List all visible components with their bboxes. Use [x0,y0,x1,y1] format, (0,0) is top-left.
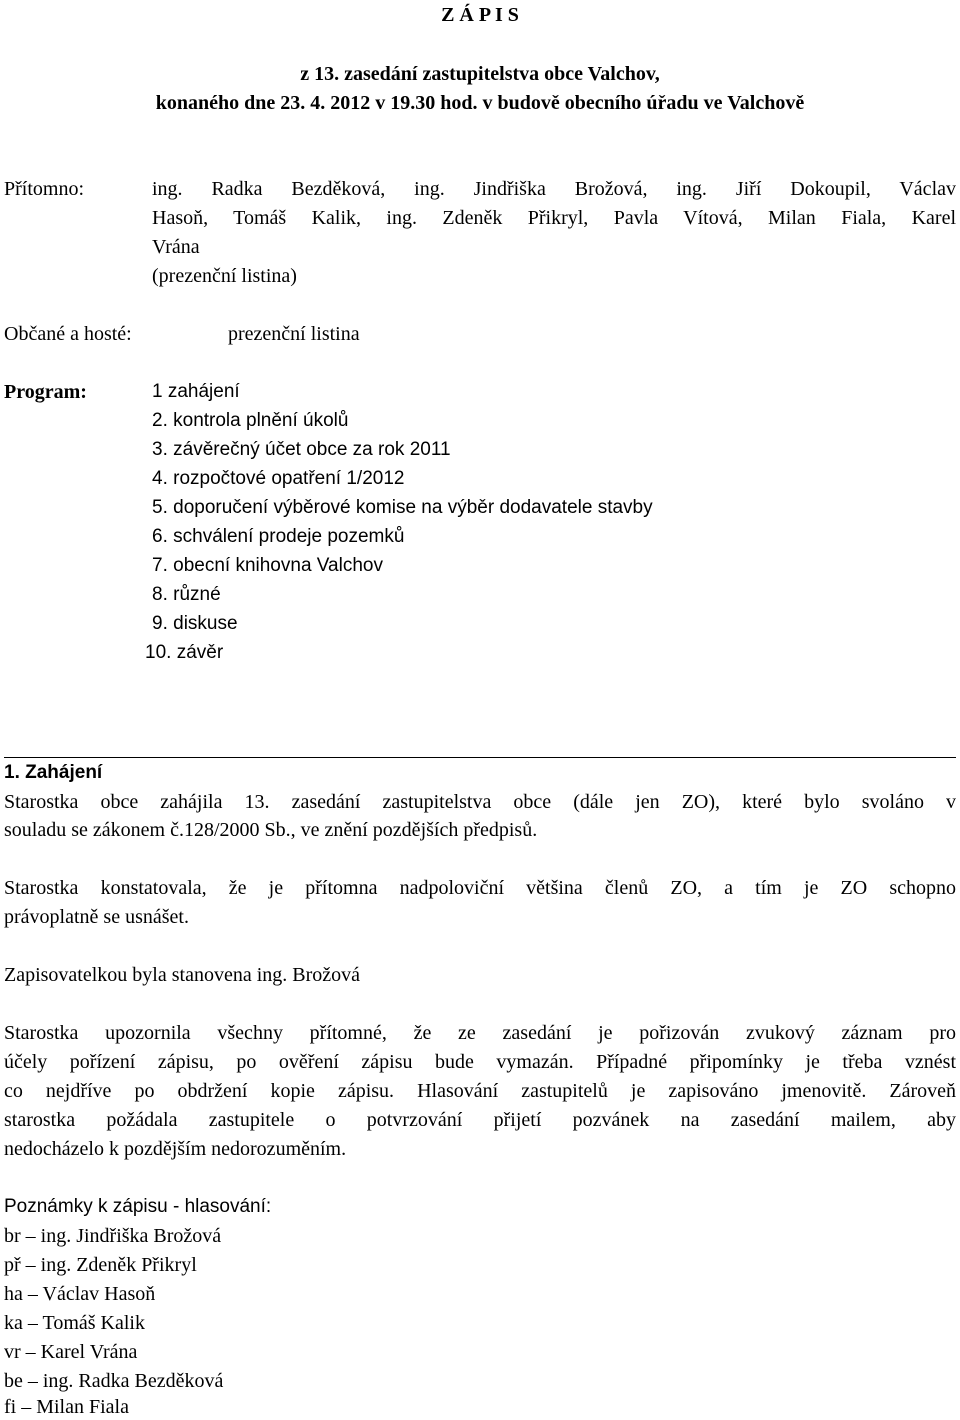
present-line: Vrána [152,236,200,258]
program-item: 1 zahájení [152,381,240,402]
section-1-heading: 1. Zahájení [4,762,103,783]
program-item: 4. rozpočtové opatření 1/2012 [152,468,405,489]
guests-label: Občané a hosté: [4,323,132,345]
voting-note-entry: fi – Milan Fiala [4,1396,129,1418]
present-line: Hasoň, Tomáš Kalik, ing. Zdeněk Přikryl, Pavla Vítová, Milan Fiala, Karel [152,207,956,229]
program-item: 3. závěrečný účet obce za rok 2011 [152,439,451,460]
program-item: 9. diskuse [152,613,238,634]
paragraph-line: Starostka konstatovala, že je přítomna nadpoloviční většina členů ZO, a tím je ZO schopno [4,877,956,899]
document-subtitle-line-1: z 13. zasedání zastupitelstva obce Valchov, [300,63,660,85]
present-line: (prezenční listina) [152,265,297,287]
program-item: 5. doporučení výběrové komise na výběr dodavatele stavby [152,497,653,518]
section-divider [4,757,956,758]
paragraph-line: účely pořízení zápisu, po ověření zápisu bude vymazán. Případné připomínky je třeba vznést [4,1051,956,1073]
program-item: 2. kontrola plnění úkolů [152,410,349,431]
paragraph-line: právoplatně se usnášet. [4,906,189,928]
paragraph-line: starostka požádala zastupitele o potvrzování přijetí pozvánek na zasedání mailem, aby [4,1109,956,1131]
paragraph-line: souladu se zákonem č.128/2000 Sb., ve znění pozdějších předpisů. [4,819,538,841]
program-item: 8. různé [152,584,221,605]
voting-note-entry: be – ing. Radka Bezděková [4,1370,224,1392]
voting-note-entry: ha – Václav Hasoň [4,1283,156,1305]
paragraph-line: Zapisovatelkou byla stanovena ing. Brožová [4,964,361,986]
voting-note-entry: př – ing. Zdeněk Přikryl [4,1254,197,1276]
present-label: Přítomno: [4,178,85,200]
paragraph-line: co nejdříve po obdržení kopie zápisu. Hlasování zastupitelů je zapisováno jmenovitě. Zároveň [4,1080,956,1102]
voting-note-entry: br – ing. Jindřiška Brožová [4,1225,222,1247]
voting-note-entry: vr – Karel Vrána [4,1341,138,1363]
document-title: Z Á P I S [441,4,519,26]
present-line: ing. Radka Bezděková, ing. Jindřiška Brožová, ing. Jiří Dokoupil, Václav [152,178,956,200]
paragraph-line: nedocházelo k pozdějším nedorozuměním. [4,1138,347,1160]
guests-value: prezenční listina [228,323,360,345]
program-item: 6. schválení prodeje pozemků [152,526,405,547]
voting-note-entry: ka – Tomáš Kalik [4,1312,145,1334]
document-subtitle-line-2: konaného dne 23. 4. 2012 v 19.30 hod. v budově obecního úřadu ve Valchově [155,92,805,114]
program-item: 10. závěr [145,642,224,663]
voting-notes-heading: Poznámky k zápisu - hlasování: [4,1196,272,1217]
paragraph-line: Starostka upozornila všechny přítomné, že ze zasedání je pořizován zvukový záznam pro [4,1022,956,1044]
program-label: Program: [4,381,87,403]
program-item: 7. obecní knihovna Valchov [152,555,383,576]
paragraph-line: Starostka obce zahájila 13. zasedání zastupitelstva obce (dále jen ZO), které bylo svoláno v [4,791,956,813]
